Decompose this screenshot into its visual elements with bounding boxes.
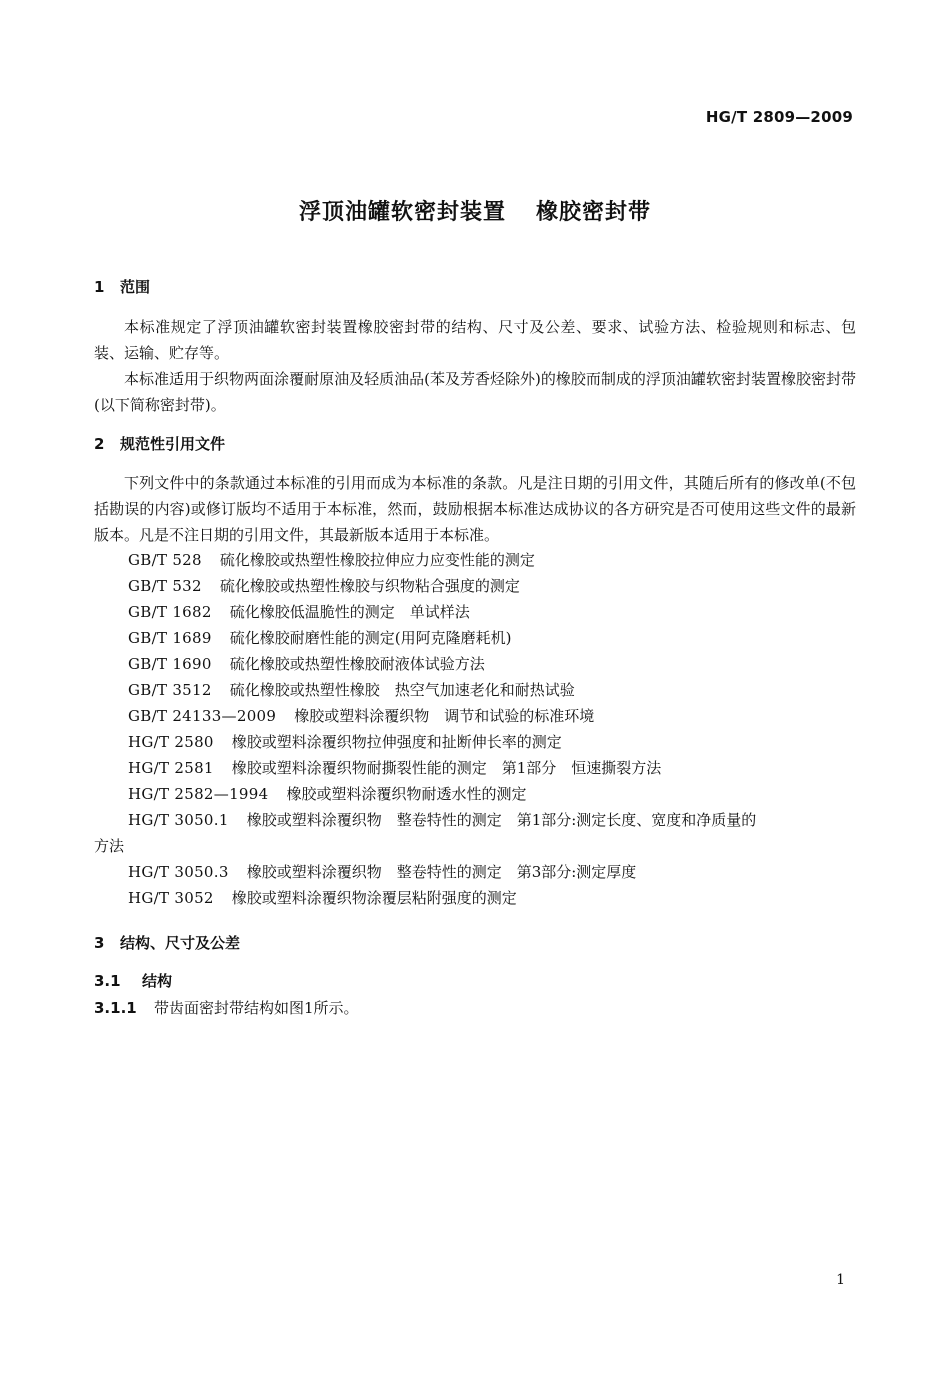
section-1-paragraph-2: 本标准适用于织物两面涂覆耐原油及轻质油品(苯及芳香烃除外)的橡胶而制成的浮顶油罐软密封装置橡胶密封带(以下简称密封带)。 <box>94 370 856 414</box>
reference-item <box>128 625 856 651</box>
section-number: 3.1.1 <box>94 999 137 1017</box>
section-1-paragraph-1: 本标准规定了浮顶油罐软密封装置橡胶密封带的结构、尺寸及公差、要求、试验方法、检验规则和标志、包装、运输、贮存等。 <box>94 318 856 362</box>
section-3-1-heading <box>94 970 172 991</box>
section-3-1-1-heading <box>94 997 359 1018</box>
section-title: 结构 <box>142 972 173 990</box>
reference-item <box>128 573 856 599</box>
section-3-heading <box>94 932 240 953</box>
reference-item-continuation: 方法 <box>94 837 125 855</box>
document-title-sub: 橡胶密封带 <box>536 200 652 225</box>
reference-code: GB/T 1690 <box>128 655 212 673</box>
reference-code: HG/T 3052 <box>128 889 214 907</box>
reference-code: HG/T 3050.3 <box>128 863 229 881</box>
section-number: 1 <box>94 278 105 296</box>
section-title: 规范性引用文件 <box>120 435 226 453</box>
reference-title: 硫化橡胶或热塑性橡胶耐液体试验方法 <box>229 655 485 673</box>
reference-code: GB/T 1689 <box>128 629 212 647</box>
reference-title: 橡胶或塑料涂覆织物涂覆层粘附强度的测定 <box>231 889 517 907</box>
reference-item <box>128 729 856 755</box>
reference-title: 硫化橡胶或热塑性橡胶与织物粘合强度的测定 <box>219 577 520 595</box>
section-title: 范围 <box>120 278 151 296</box>
section-2-paragraph-1: 下列文件中的条款通过本标准的引用而成为本标准的条款。凡是注日期的引用文件，其随后所有的修改单(不包括勘误的内容)或修订版均不适用于本标准，然而，鼓励根据本标准达成协议的各方研究是否可使用这些文件的最新版本。凡是不注日期的引用文件，其最新版本适用于本标准。 <box>94 474 856 544</box>
reference-item <box>128 703 856 729</box>
reference-title: 橡胶或塑料涂覆织物 调节和试验的标准环境 <box>294 707 595 725</box>
reference-code: GB/T 24133—2009 <box>128 707 277 725</box>
reference-code: HG/T 2582—1994 <box>128 785 269 803</box>
reference-title: 橡胶或塑料涂覆织物耐透水性的测定 <box>286 785 527 803</box>
section-number: 3.1 <box>94 972 121 990</box>
reference-code: GB/T 532 <box>128 577 202 595</box>
section-title: 结构、尺寸及公差 <box>120 934 241 952</box>
reference-item <box>128 755 856 781</box>
section-1-heading <box>94 276 150 297</box>
reference-item <box>128 677 856 703</box>
page-number: 1 <box>836 1272 845 1288</box>
reference-code: GB/T 1682 <box>128 603 212 621</box>
reference-title: 橡胶或塑料涂覆织物 整卷特性的测定 第1部分:测定长度、宽度和净质量的 <box>246 811 757 829</box>
reference-code: HG/T 2580 <box>128 733 214 751</box>
reference-code: HG/T 2581 <box>128 759 214 777</box>
reference-item <box>128 651 856 677</box>
document-title <box>0 195 950 226</box>
section-number: 2 <box>94 435 105 453</box>
reference-item <box>128 781 856 807</box>
reference-code: GB/T 3512 <box>128 681 212 699</box>
reference-title: 橡胶或塑料涂覆织物耐撕裂性能的测定 第1部分 恒速撕裂方法 <box>231 759 662 777</box>
reference-title: 硫化橡胶耐磨性能的测定(用阿克隆磨耗机) <box>229 629 512 647</box>
reference-item <box>128 885 856 911</box>
reference-item <box>128 599 856 625</box>
reference-item <box>128 859 856 885</box>
reference-title: 橡胶或塑料涂覆织物 整卷特性的测定 第3部分:测定厚度 <box>246 863 637 881</box>
reference-item <box>128 807 856 833</box>
reference-title: 橡胶或塑料涂覆织物拉伸强度和扯断伸长率的测定 <box>231 733 562 751</box>
reference-title: 硫化橡胶或热塑性橡胶拉伸应力应变性能的测定 <box>219 551 535 569</box>
reference-code: HG/T 3050.1 <box>128 811 229 829</box>
section-text: 带齿面密封带结构如图1所示。 <box>154 999 359 1017</box>
section-2-heading <box>94 433 225 454</box>
document-title-main: 浮顶油罐软密封装置 <box>298 200 506 225</box>
reference-title: 硫化橡胶低温脆性的测定 单试样法 <box>229 603 470 621</box>
reference-code: GB/T 528 <box>128 551 202 569</box>
reference-item <box>128 547 856 573</box>
section-number: 3 <box>94 934 105 952</box>
standard-code: HG/T 2809—2009 <box>705 108 853 126</box>
reference-title: 硫化橡胶或热塑性橡胶 热空气加速老化和耐热试验 <box>229 681 575 699</box>
